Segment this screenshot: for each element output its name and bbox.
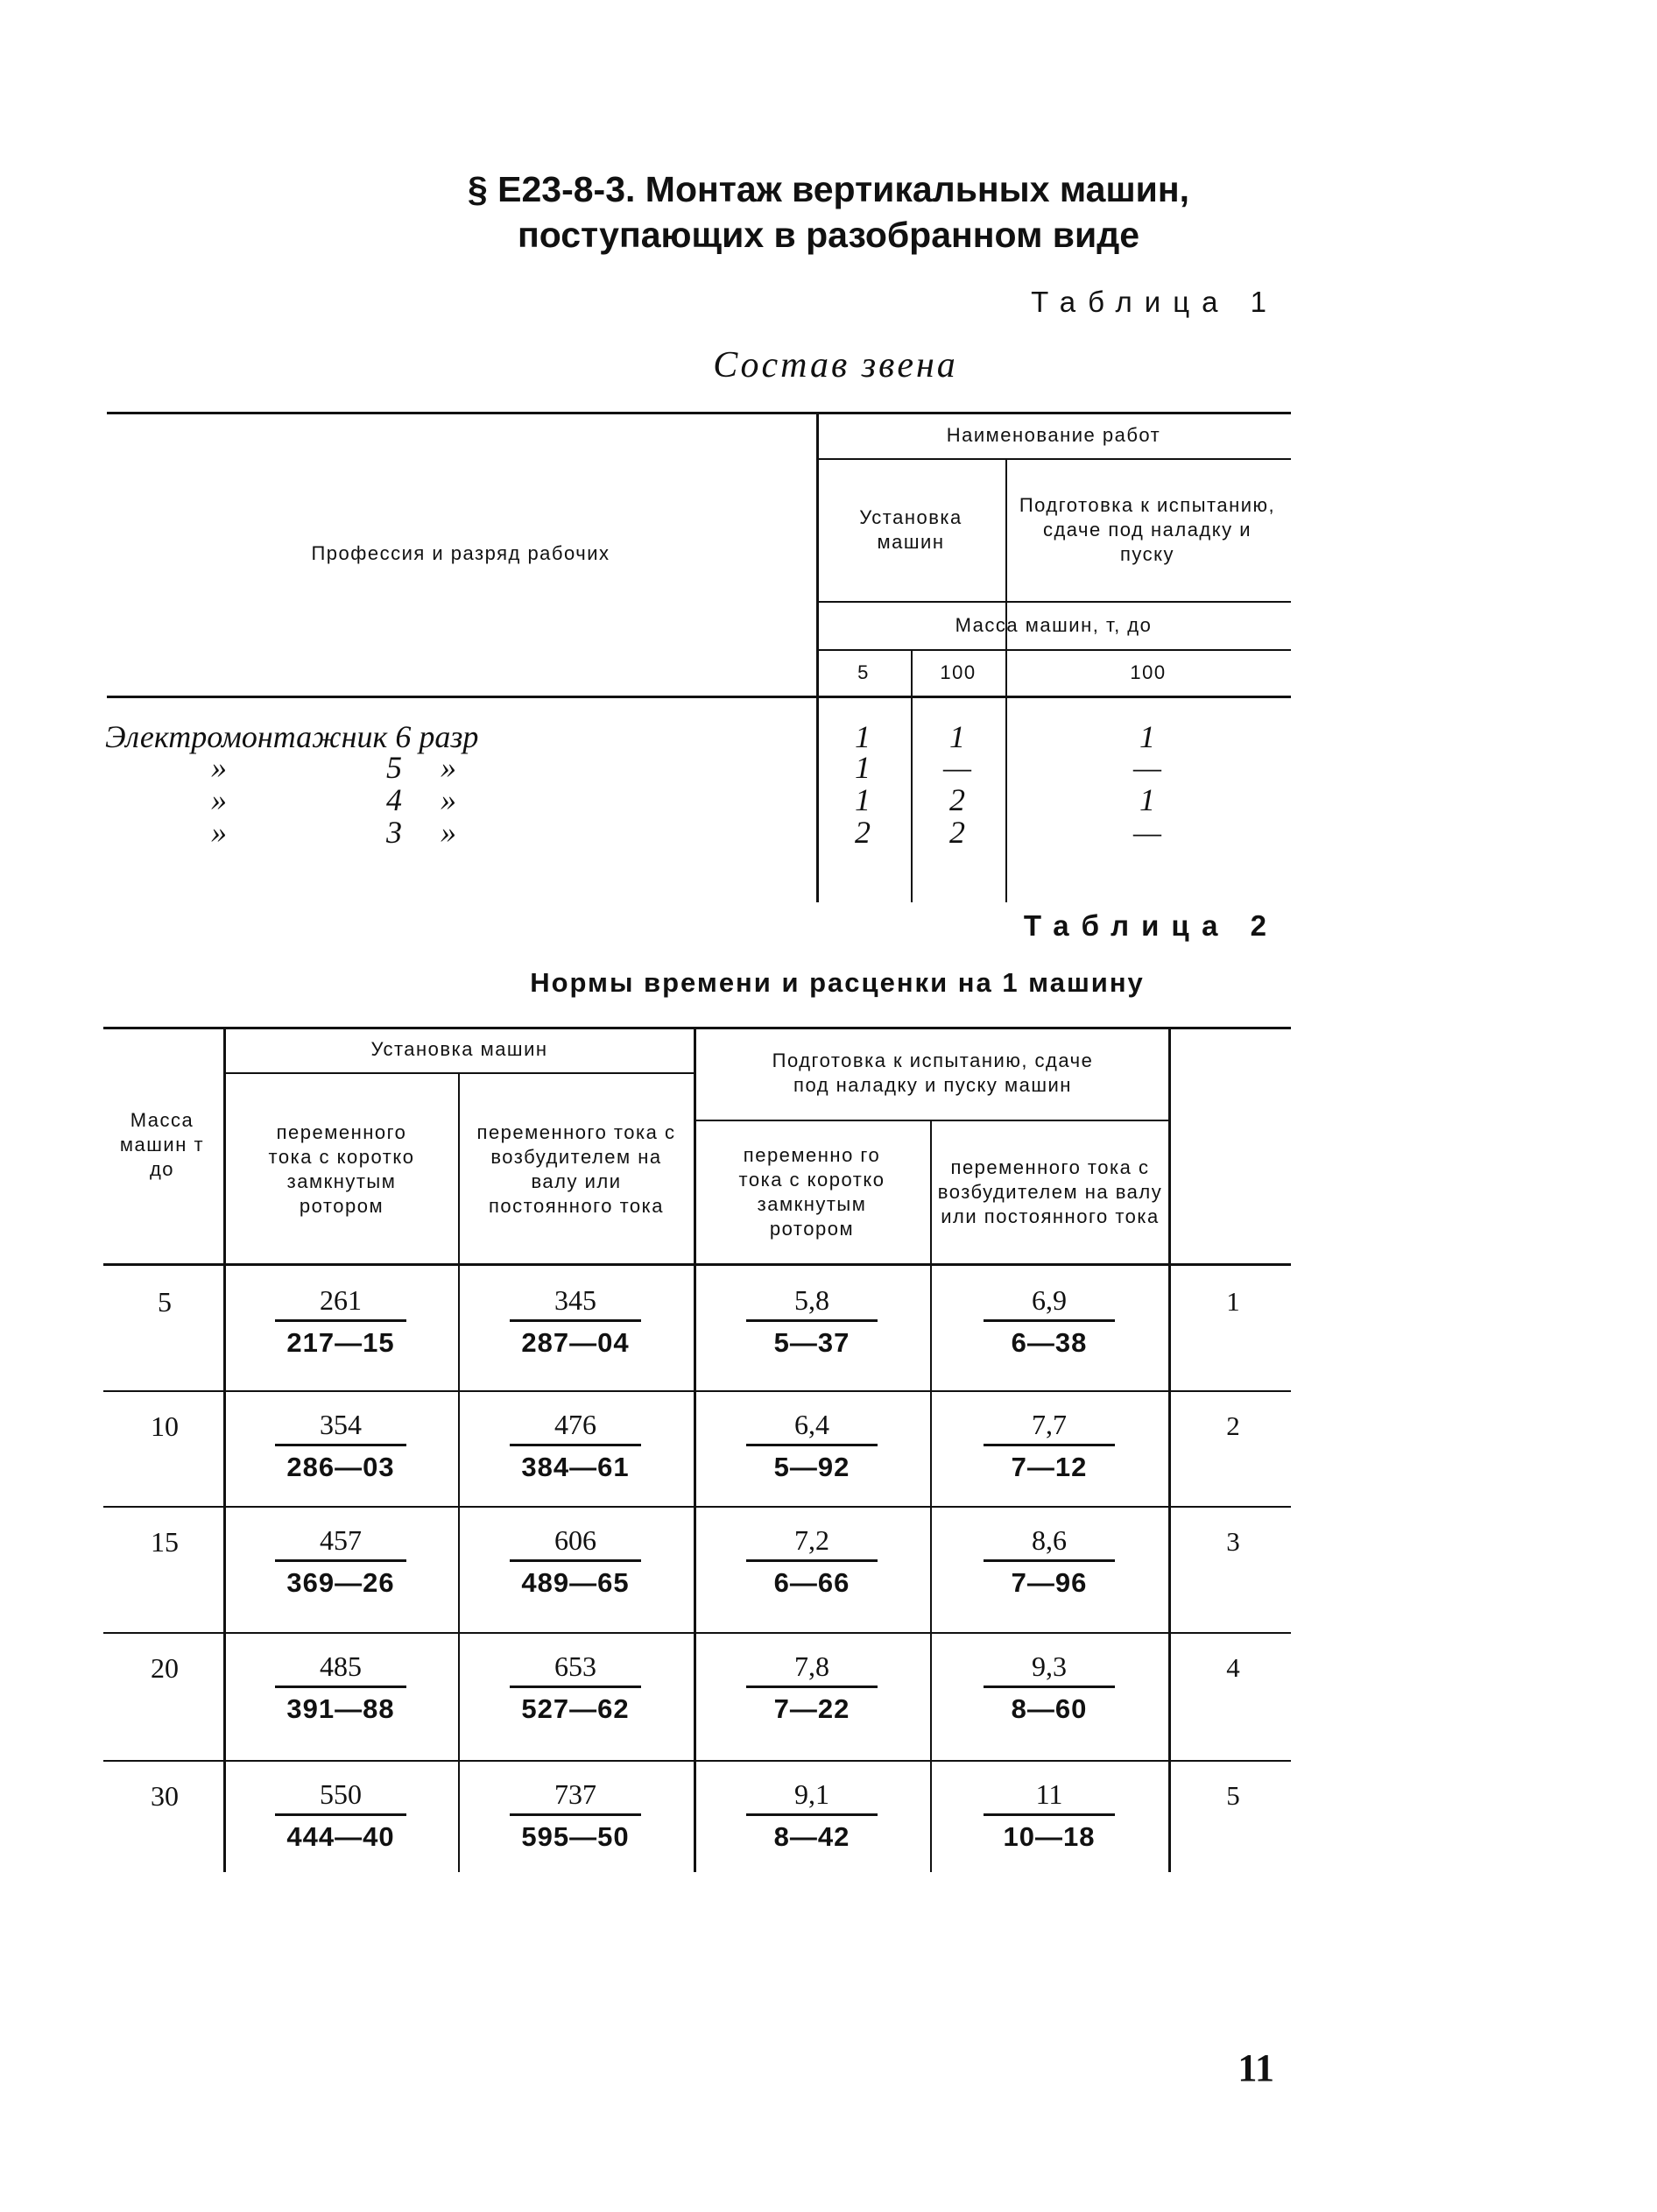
rate: 10—18 bbox=[1003, 1821, 1096, 1852]
norm-time: 345 bbox=[554, 1284, 596, 1316]
rate: 5—37 bbox=[773, 1327, 850, 1358]
table2-row1-mass: 5 bbox=[158, 1286, 172, 1318]
table1-row2-v3: — bbox=[1132, 750, 1161, 785]
table2-caption: Нормы времени и расценки на 1 машину bbox=[530, 967, 1145, 998]
table1-header-profession: Профессия и разряд рабочих bbox=[311, 542, 610, 564]
rate: 527—62 bbox=[521, 1693, 630, 1724]
table1-row2-ditto: » bbox=[211, 750, 227, 785]
table1-row3-v2: 2 bbox=[949, 782, 965, 817]
norm-time: 7,7 bbox=[1032, 1409, 1067, 1440]
table2-sub-ac-exc-prep: переменного тока с возбудителем на валу или постоянного тока bbox=[937, 1156, 1163, 1227]
norm-time: 5,8 bbox=[794, 1284, 829, 1316]
rate: 217—15 bbox=[286, 1327, 395, 1358]
rate: 5—92 bbox=[773, 1452, 850, 1482]
rate: 8—42 bbox=[773, 1821, 850, 1852]
table2-row2-cell4 bbox=[962, 1407, 1137, 1485]
norm-time: 11 bbox=[1035, 1778, 1063, 1810]
table2-row4-number: 4 bbox=[1226, 1652, 1240, 1683]
table2-row2-cell3 bbox=[724, 1407, 899, 1485]
norm-time: 457 bbox=[320, 1524, 362, 1556]
norm-time: 737 bbox=[554, 1778, 596, 1810]
table1-header-prep: Подготовка к испытанию, сдаче под наладку и пуску bbox=[1019, 493, 1276, 565]
section-title-line2: поступающих в разобранном виде bbox=[517, 215, 1140, 255]
table1-header-mass: Масса машин, т, до bbox=[955, 613, 1153, 636]
norm-time: 9,1 bbox=[794, 1778, 829, 1810]
table1-mass-col-2: 100 bbox=[940, 661, 977, 683]
table2-row5-cell4 bbox=[962, 1777, 1137, 1855]
table1-row4-rank: 3 bbox=[386, 815, 402, 850]
rate: 287—04 bbox=[521, 1327, 630, 1358]
table2-row5-cell3 bbox=[724, 1777, 899, 1855]
rate: 7—96 bbox=[1011, 1567, 1088, 1598]
table2-row5-mass: 30 bbox=[151, 1780, 179, 1812]
page-number: 11 bbox=[1237, 2046, 1274, 2089]
norm-time: 8,6 bbox=[1032, 1524, 1067, 1556]
norm-time: 550 bbox=[320, 1778, 362, 1810]
table2-sub-ac-exc: переменного тока с возбудителем на валу или постоянного тока bbox=[476, 1121, 676, 1217]
table2-row2-mass: 10 bbox=[151, 1410, 179, 1442]
rate: 7—22 bbox=[773, 1693, 850, 1724]
table1-row3-rank: 4 bbox=[386, 782, 402, 817]
table2-row3-mass: 15 bbox=[151, 1526, 179, 1558]
norm-time: 9,3 bbox=[1032, 1650, 1067, 1682]
table2-row2-cell2 bbox=[488, 1407, 663, 1485]
table1-row3-v3: 1 bbox=[1139, 782, 1155, 817]
table2-header-prep: Подготовка к испытанию, сдаче под наладку и пуску машин bbox=[772, 1049, 1094, 1096]
table2-label: Таблица 2 bbox=[1023, 909, 1279, 942]
rate: 8—60 bbox=[1011, 1693, 1088, 1724]
table2-row1-cell3 bbox=[724, 1283, 899, 1360]
norm-time: 606 bbox=[554, 1524, 596, 1556]
table1-row4-v3: — bbox=[1132, 815, 1161, 850]
norm-time: 476 bbox=[554, 1409, 596, 1440]
table1-row1-v2: 1 bbox=[949, 719, 965, 754]
table1-row4-v2: 2 bbox=[949, 815, 965, 850]
rate: 7—12 bbox=[1011, 1452, 1088, 1482]
table2-row1-cell4 bbox=[962, 1283, 1137, 1360]
table2-row3-cell4 bbox=[962, 1523, 1137, 1601]
rate: 369—26 bbox=[286, 1567, 395, 1598]
norm-time: 7,8 bbox=[794, 1650, 829, 1682]
section-title bbox=[0, 166, 1657, 258]
table2-row4-mass: 20 bbox=[151, 1652, 179, 1684]
table2-row5-cell1 bbox=[253, 1777, 428, 1855]
rate: 489—65 bbox=[521, 1567, 630, 1598]
table2-sub-ac-short-prep: переменно го тока с коротко замкнутым ротором bbox=[738, 1144, 885, 1240]
table2-header-mass: Масса машин т до bbox=[119, 1109, 205, 1180]
table2-row1-cell2 bbox=[488, 1283, 663, 1360]
table2-row4-cell2 bbox=[488, 1649, 663, 1727]
norm-time: 485 bbox=[320, 1650, 362, 1682]
table2-row2-cell1 bbox=[253, 1407, 428, 1485]
table2-row1-cell1 bbox=[253, 1283, 428, 1360]
table1-row3-ditto: » bbox=[211, 782, 227, 817]
table1-row1-v1: 1 bbox=[855, 719, 871, 754]
rate: 384—61 bbox=[521, 1452, 630, 1482]
table1-row4-v1: 2 bbox=[855, 815, 871, 850]
norm-time: 7,2 bbox=[794, 1524, 829, 1556]
table1-row3-v1: 1 bbox=[855, 782, 871, 817]
table2-row4-cell3 bbox=[724, 1649, 899, 1727]
table2-row3-cell3 bbox=[724, 1523, 899, 1601]
table2-row3-cell2 bbox=[488, 1523, 663, 1601]
table1-header-works: Наименование работ bbox=[946, 423, 1161, 446]
table2-row2-number: 2 bbox=[1226, 1410, 1240, 1441]
table1-row4-quote: » bbox=[441, 815, 456, 850]
table2-row4-cell1 bbox=[253, 1649, 428, 1727]
rate: 6—66 bbox=[773, 1567, 850, 1598]
table1-row1-name: Электромонтажник 6 разр bbox=[105, 719, 479, 754]
table1-row2-quote: » bbox=[441, 750, 456, 785]
norm-time: 6,4 bbox=[794, 1409, 829, 1440]
table2-row1-number: 1 bbox=[1226, 1286, 1240, 1317]
table2-header-install: Установка машин bbox=[370, 1038, 548, 1060]
norm-time: 354 bbox=[320, 1409, 362, 1440]
table2-row3-number: 3 bbox=[1226, 1526, 1240, 1557]
rate: 595—50 bbox=[521, 1821, 630, 1852]
rate: 391—88 bbox=[286, 1693, 395, 1724]
norm-time: 261 bbox=[320, 1284, 362, 1316]
table1-caption: Состав звена bbox=[713, 345, 958, 385]
table2-row5-cell2 bbox=[488, 1777, 663, 1855]
table1-header-install: Установка машин bbox=[859, 505, 962, 553]
table1-row2-v1: 1 bbox=[855, 750, 871, 785]
table1-row3-quote: » bbox=[441, 782, 456, 817]
norm-time: 653 bbox=[554, 1650, 596, 1682]
rate: 286—03 bbox=[286, 1452, 395, 1482]
table1-mass-col-1: 5 bbox=[857, 661, 870, 683]
table1-row4-ditto: » bbox=[211, 815, 227, 850]
table2-row5-number: 5 bbox=[1226, 1780, 1240, 1811]
section-title-line1: § Е23-8-3. Монтаж вертикальных машин, bbox=[467, 169, 1190, 209]
table1-row2-v2: — bbox=[942, 750, 971, 785]
rate: 444—40 bbox=[286, 1821, 395, 1852]
table1-label: Таблица 1 bbox=[1031, 286, 1279, 318]
table2-sub-ac-short: переменного тока с коротко замкнутым ротором bbox=[268, 1121, 415, 1217]
table1-mass-col-3: 100 bbox=[1130, 661, 1167, 683]
norm-time: 6,9 bbox=[1032, 1284, 1067, 1316]
table1-row1-v3: 1 bbox=[1139, 719, 1155, 754]
table2-row4-cell4 bbox=[962, 1649, 1137, 1727]
table1-row2-rank: 5 bbox=[386, 750, 402, 785]
table2-row3-cell1 bbox=[253, 1523, 428, 1601]
rate: 6—38 bbox=[1011, 1327, 1088, 1358]
